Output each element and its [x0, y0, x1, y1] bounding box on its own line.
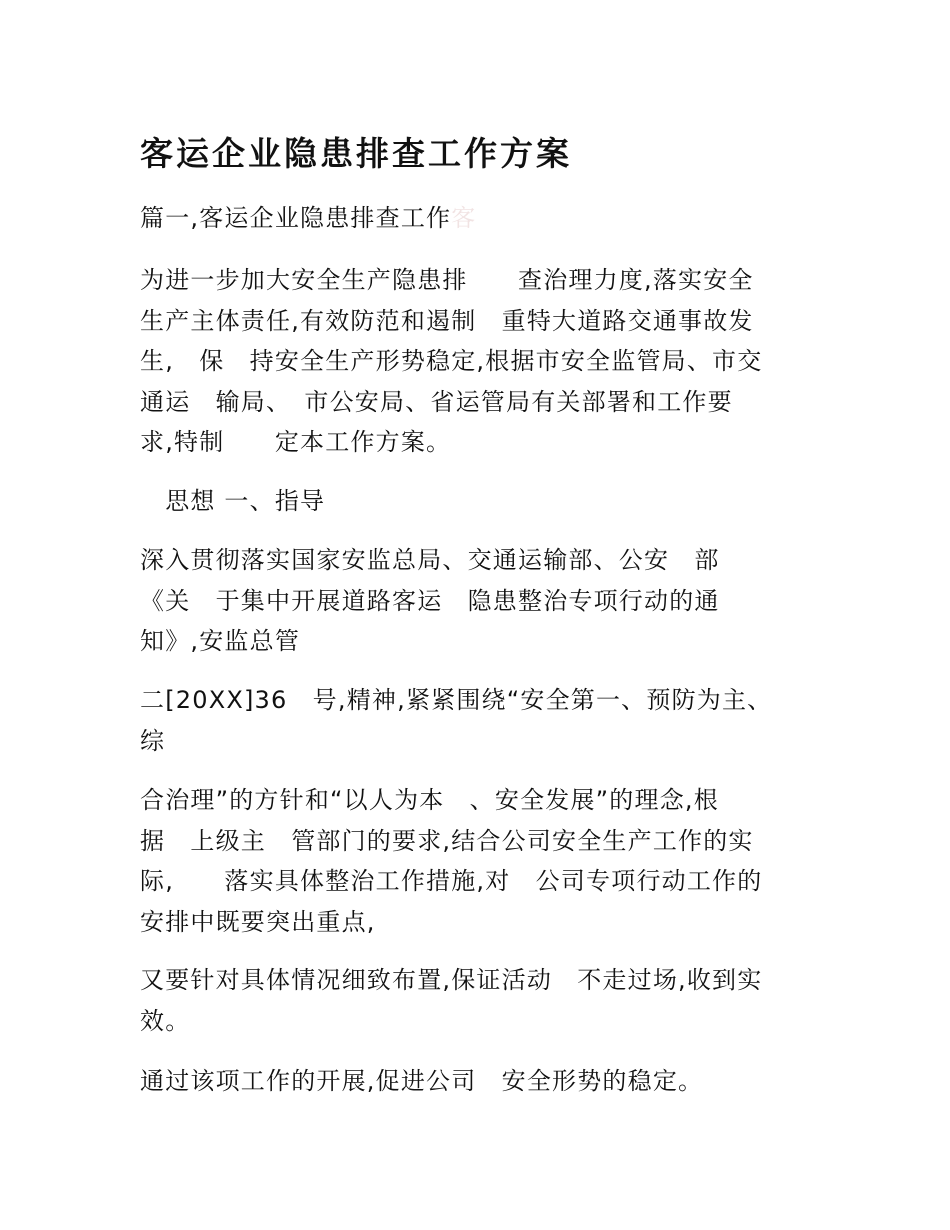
- paragraph-arrangement: [140, 960, 762, 1041]
- paragraph-goal: [140, 1061, 703, 1102]
- paragraph-line: 《关 于集中开展道路客运 隐患整治专项行动的通: [140, 586, 720, 615]
- paragraph-line: 为进一步加大安全生产隐患排 查治理力度,落实安全: [140, 266, 754, 294]
- paragraph-implementation: [140, 540, 720, 662]
- section-heading-text: [140, 198, 476, 239]
- paragraph-intro: [140, 260, 762, 463]
- paragraph-line: 综: [140, 726, 166, 755]
- paragraph-line: 通过该项工作的开展,促进公司 安全形势的稳定。: [140, 1067, 704, 1095]
- section-heading: [140, 198, 476, 239]
- paragraph-document-number: [140, 680, 772, 761]
- paragraph-line: 合治理”的方针和“以人为本 、安全发展”的理念,根: [140, 786, 719, 814]
- document-page: [140, 0, 820, 1230]
- paragraph-line: 又要针对具体情况细致布置,保证活动 不走过场,收到实: [140, 966, 763, 994]
- paragraph-line: 通运 输局、 市公安局、省运管局有关部署和工作要: [140, 387, 733, 416]
- paragraph-line: 思想 一、指导: [140, 487, 326, 515]
- paragraph-line: 深入贯彻落实国家安监总局、交通运输部、公安 部: [140, 546, 720, 574]
- paragraph-line: 安排中既要突出重点,: [140, 907, 376, 936]
- paragraph-line: 求,特制 定本工作方案。: [140, 428, 452, 456]
- paragraph-line: 效。: [140, 1006, 191, 1035]
- paragraph-line: 际, 落实具体整治工作措施,对 公司专项行动工作的: [140, 867, 763, 895]
- paragraph-line: 据 上级主 管部门的要求,结合公司安全生产工作的实: [140, 826, 754, 855]
- paragraph-line: 二[20XX]36 号,精神,紧紧围绕“安全第一、预防为主、: [140, 686, 773, 714]
- paragraph-line: 知》,安监总管: [140, 627, 301, 655]
- paragraph-line: 生, 保 持安全生产形势稳定,根据市安全监管局、市交: [140, 347, 763, 375]
- paragraph-guiding-thought: [140, 481, 325, 522]
- paragraph-principle: [140, 780, 762, 942]
- paragraph-line: 生产主体责任,有效防范和遏制 重特大道路交通事故发: [140, 306, 754, 335]
- document-title: 客运企业隐患排查工作方案: [140, 134, 572, 173]
- watermark-fragment: 客: [451, 204, 477, 232]
- section-heading-label: 篇一,客运企业隐患排查工作: [140, 204, 452, 232]
